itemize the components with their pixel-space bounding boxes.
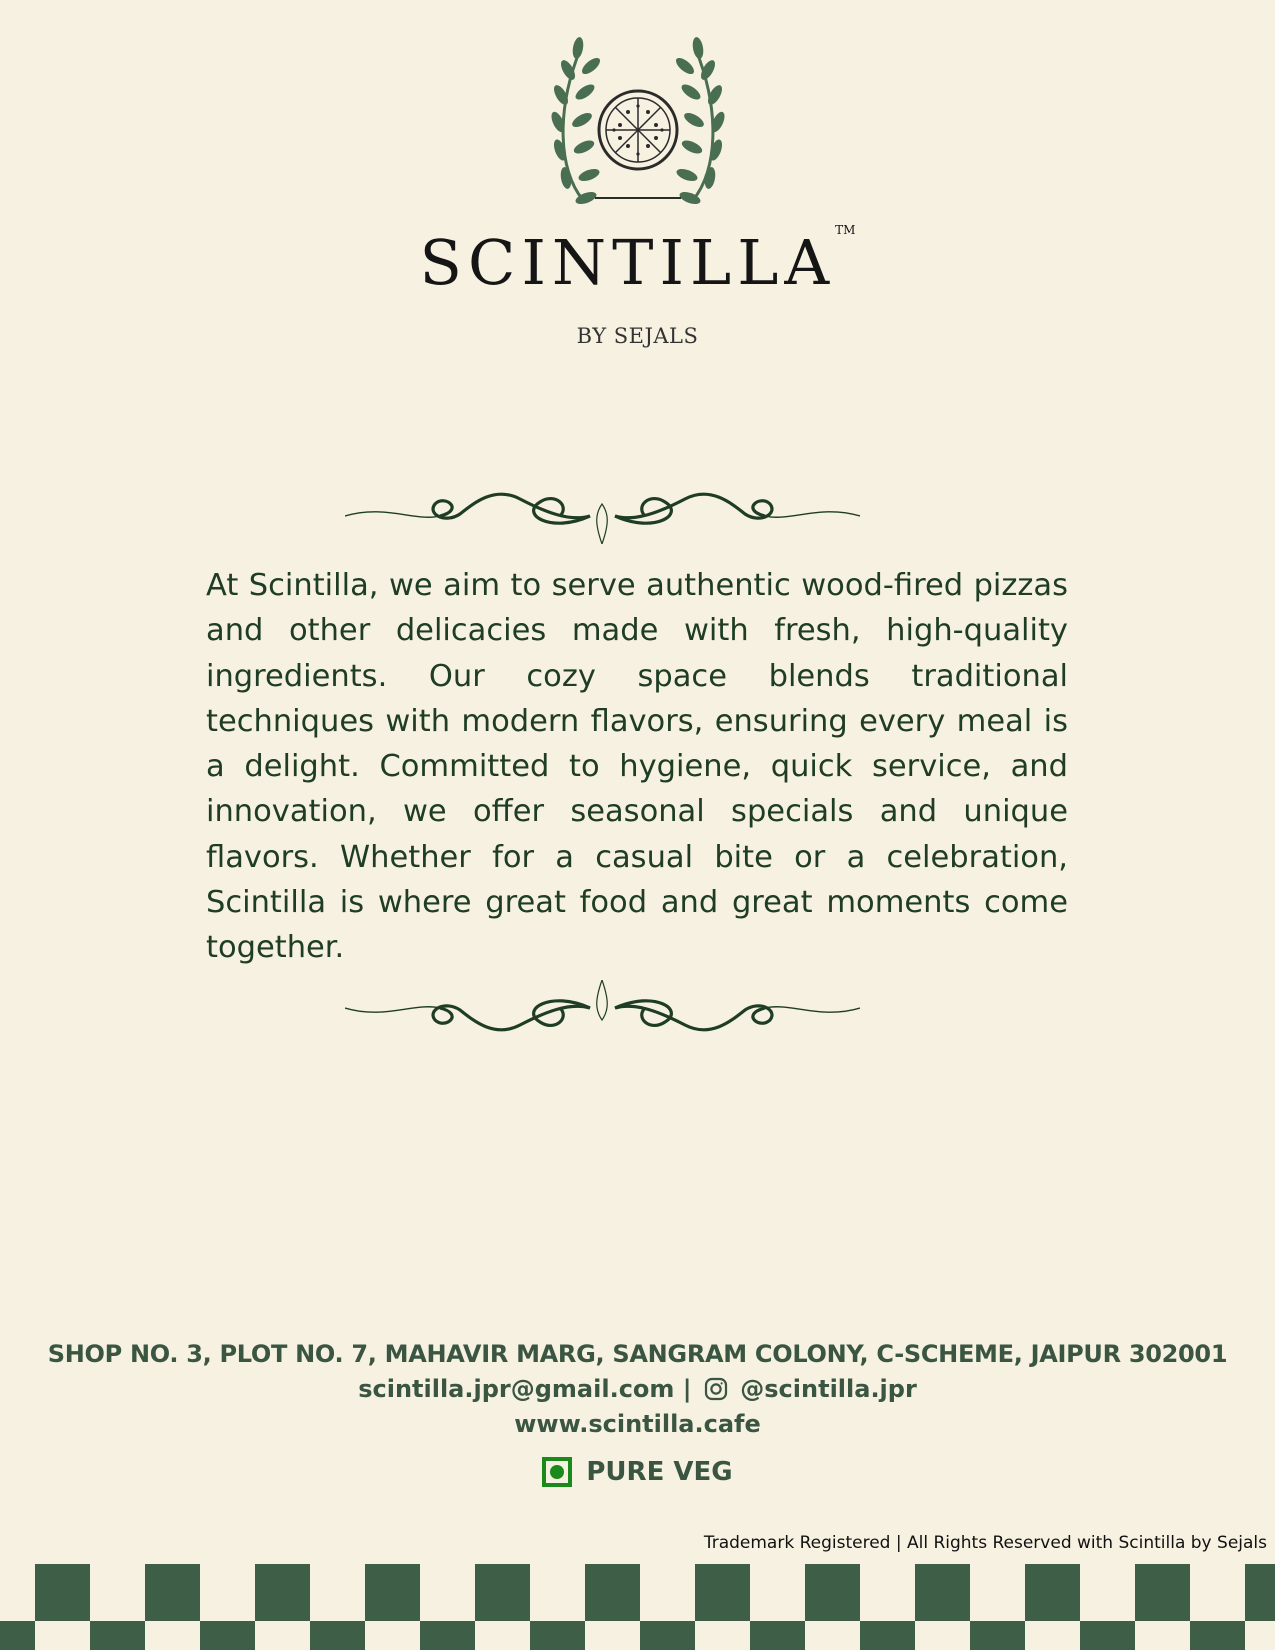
checker-square: [1190, 1621, 1245, 1650]
checker-square: [860, 1621, 915, 1650]
checker-square: [1135, 1564, 1190, 1621]
checker-square: [200, 1621, 255, 1650]
checkered-border: [0, 1564, 1275, 1650]
checker-square: [475, 1564, 530, 1621]
flourish-divider-bottom: [345, 980, 860, 1050]
checker-square: [970, 1621, 1025, 1650]
brand-byline: BY SEJALS: [576, 324, 699, 348]
instagram-icon: [704, 1377, 728, 1401]
checker-square: [1245, 1564, 1275, 1621]
checker-square: [420, 1621, 475, 1650]
flourish-divider-top: [345, 474, 860, 544]
checker-square: [915, 1564, 970, 1621]
checker-square: [0, 1621, 35, 1650]
veg-symbol-icon: [542, 1457, 572, 1487]
checker-square: [530, 1621, 585, 1650]
contact-line: [0, 1375, 1275, 1403]
brand-name-text: SCINTILLA: [419, 226, 836, 299]
brand-logo: [0, 30, 1275, 360]
checker-square: [255, 1564, 310, 1621]
laurel-right-icon: [673, 36, 727, 206]
checker-square: [1080, 1621, 1135, 1650]
about-paragraph: At Scintilla, we aim to serve authentic wood-fired pizzas and other delicacies made with fresh, high-quality ingredients. Our cozy space blends traditional techniques with modern flavors, ensuring every meal is a delight. Committed to hygiene, quick service, and innovation, we offer seasonal specials and unique flavors. Whether for a casual bite or a celebration, Scintilla is where great food and great moments come together.: [206, 568, 1068, 966]
contact-separator: |: [682, 1375, 692, 1403]
trademark-symbol: TM: [835, 223, 856, 237]
laurel-left-icon: [548, 36, 602, 206]
checker-square: [750, 1621, 805, 1650]
pure-veg-label: PURE VEG: [586, 1457, 733, 1487]
brand-name: [0, 223, 1275, 299]
checker-square: [695, 1564, 750, 1621]
address-text: SHOP NO. 3, PLOT NO. 7, MAHAVIR MARG, SANGRAM COLONY, C-SCHEME, JAIPUR 302001: [47, 1340, 1228, 1368]
website-link[interactable]: www.scintilla.cafe: [514, 1410, 761, 1438]
laurel-pizza-emblem: [488, 30, 788, 230]
checker-square: [805, 1564, 860, 1621]
checker-square: [145, 1564, 200, 1621]
trademark-notice: Trademark Registered | All Rights Reserved with Scintilla by Sejals: [703, 1533, 1267, 1553]
checker-square: [35, 1564, 90, 1621]
email-link[interactable]: scintilla.jpr@gmail.com: [358, 1375, 675, 1403]
checker-square: [585, 1564, 640, 1621]
instagram-handle-link[interactable]: @scintilla.jpr: [740, 1375, 917, 1403]
checker-square: [90, 1621, 145, 1650]
checker-square: [365, 1564, 420, 1621]
checker-square: [310, 1621, 365, 1650]
checker-square: [640, 1621, 695, 1650]
pure-veg-badge: [0, 1457, 1275, 1487]
pizza-icon: [599, 91, 677, 169]
checker-square: [1025, 1564, 1080, 1621]
